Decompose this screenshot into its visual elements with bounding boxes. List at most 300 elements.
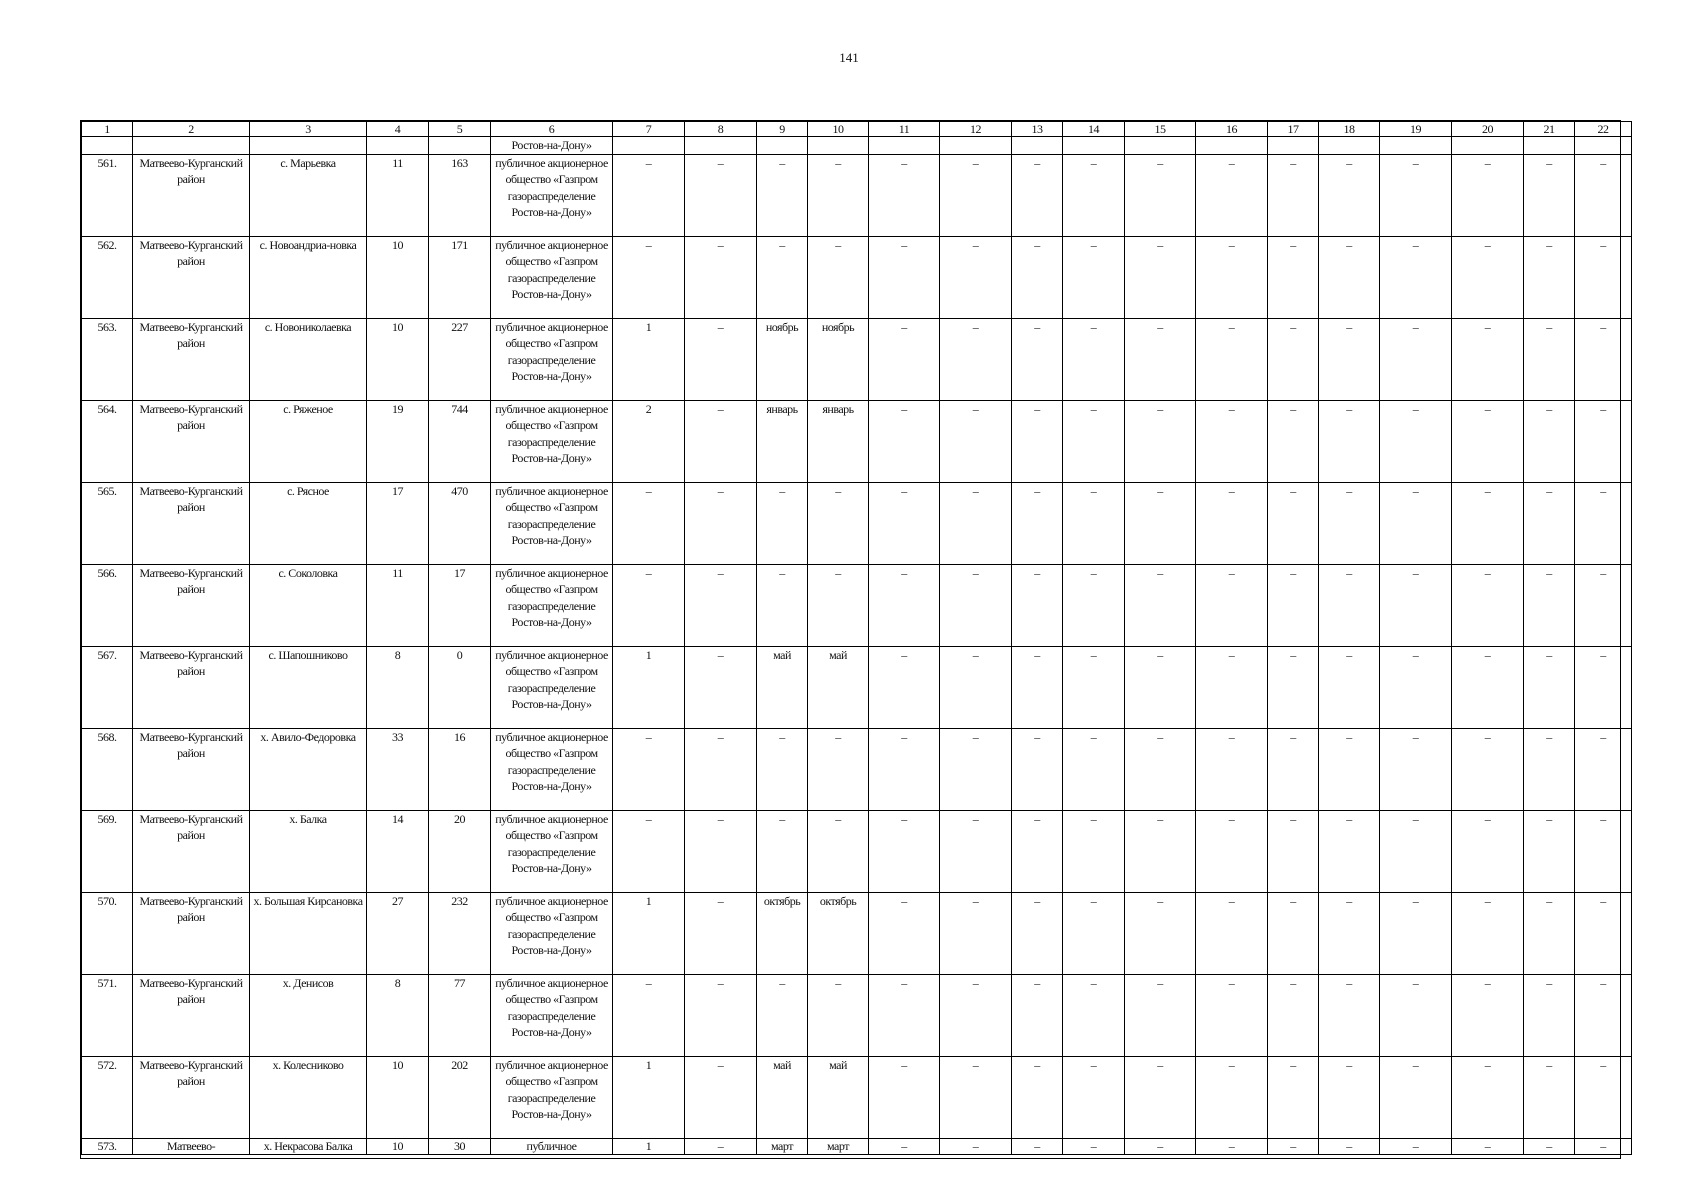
col-12-cell: – [940,729,1012,811]
settlement-cell: с. Ряженое [250,401,367,483]
col-14-cell: – [1063,811,1125,893]
col-14-cell: – [1063,237,1125,319]
col-9-cell: – [757,811,808,893]
col-10-cell: май [808,1057,869,1139]
col-13-cell: – [1012,401,1063,483]
settlement-cell: х. Большая Кирсановка [250,893,367,975]
col-17-cell: – [1268,237,1319,319]
empty-cell [250,137,367,155]
col-16-cell: – [1196,319,1268,401]
col-4-cell: 10 [367,319,429,401]
col-16-cell: – [1196,155,1268,237]
organization-cell: публичное акционерное общество «Газпром газораспределение Ростов-на-Дону» [491,483,613,565]
table-body [82,122,1632,1155]
col-13-cell: – [1012,155,1063,237]
col-16-cell: – [1196,1139,1268,1155]
col-8-cell: – [685,975,757,1057]
table-row [82,811,1632,893]
col-11-cell: – [869,1057,940,1139]
table-row [82,319,1632,401]
col-20-cell: – [1452,319,1524,401]
column-number: 20 [1452,122,1524,137]
organization-cell: публичное акционерное общество «Газпром газораспределение Ростов-на-Дону» [491,729,613,811]
col-9-cell: январь [757,401,808,483]
col-12-cell: – [940,1139,1012,1155]
col-7-cell: – [613,155,685,237]
col-13-cell: – [1012,975,1063,1057]
row-number: 568. [82,729,133,811]
col-12-cell: – [940,237,1012,319]
col-14-cell: – [1063,155,1125,237]
col-8-cell: – [685,811,757,893]
column-number: 21 [1524,122,1575,137]
column-number: 1 [82,122,133,137]
col-21-cell: – [1524,319,1575,401]
col-18-cell: – [1319,401,1380,483]
col-8-cell: – [685,483,757,565]
table-row [82,729,1632,811]
col-16-cell: – [1196,811,1268,893]
col-5-cell: 171 [429,237,491,319]
col-22-cell: – [1575,401,1632,483]
col-15-cell: – [1125,647,1196,729]
settlement-cell: с. Новоандриа-новка [250,237,367,319]
column-number: 8 [685,122,757,137]
col-20-cell: – [1452,1139,1524,1155]
col-4-cell: 8 [367,975,429,1057]
col-10-cell: ноябрь [808,319,869,401]
col-21-cell: – [1524,155,1575,237]
col-14-cell: – [1063,647,1125,729]
col-4-cell: 17 [367,483,429,565]
col-10-cell: – [808,729,869,811]
page-number: 141 [839,50,859,65]
col-7-cell: – [613,565,685,647]
col-11-cell: – [869,811,940,893]
col-19-cell: – [1380,893,1452,975]
col-17-cell: – [1268,1057,1319,1139]
col-14-cell: – [1063,893,1125,975]
organization-cell: публичное акционерное общество «Газпром газораспределение Ростов-на-Дону» [491,893,613,975]
col-22-cell: – [1575,565,1632,647]
empty-cell [1063,137,1125,155]
organization-cell: публичное акционерное общество «Газпром газораспределение Ростов-на-Дону» [491,1057,613,1139]
col-7-cell: – [613,975,685,1057]
col-16-cell: – [1196,483,1268,565]
col-15-cell: – [1125,565,1196,647]
col-16-cell: – [1196,893,1268,975]
table-row [82,893,1632,975]
col-7-cell: 1 [613,319,685,401]
col-22-cell: – [1575,729,1632,811]
data-table [81,121,1632,1155]
table-row [82,401,1632,483]
col-19-cell: – [1380,729,1452,811]
settlement-cell: с. Марьевка [250,155,367,237]
organization-cell: публичное акционерное общество «Газпром газораспределение Ростов-на-Дону» [491,237,613,319]
col-15-cell: – [1125,483,1196,565]
col-5-cell: 30 [429,1139,491,1155]
col-21-cell: – [1524,1057,1575,1139]
col-8-cell: – [685,893,757,975]
empty-cell [429,137,491,155]
col-22-cell: – [1575,237,1632,319]
settlement-cell: х. Колесниково [250,1057,367,1139]
col-18-cell: – [1319,237,1380,319]
col-14-cell: – [1063,1057,1125,1139]
col-12-cell: – [940,565,1012,647]
col-16-cell: – [1196,975,1268,1057]
col-16-cell: – [1196,1057,1268,1139]
row-number: 567. [82,647,133,729]
col-8-cell: – [685,319,757,401]
col-4-cell: 8 [367,647,429,729]
column-number: 9 [757,122,808,137]
col-11-cell: – [869,319,940,401]
table-row [82,975,1632,1057]
column-number: 19 [1380,122,1452,137]
col-22-cell: – [1575,811,1632,893]
col-13-cell: – [1012,729,1063,811]
col-18-cell: – [1319,1139,1380,1155]
settlement-cell: х. Балка [250,811,367,893]
col-4-cell: 14 [367,811,429,893]
col-16-cell: – [1196,237,1268,319]
col-10-cell: – [808,237,869,319]
col-5-cell: 232 [429,893,491,975]
row-number: 572. [82,1057,133,1139]
col-13-cell: – [1012,237,1063,319]
col-4-cell: 10 [367,1057,429,1139]
col-11-cell: – [869,237,940,319]
row-number: 570. [82,893,133,975]
col-4-cell: 27 [367,893,429,975]
col-10-cell: январь [808,401,869,483]
col-12-cell: – [940,1057,1012,1139]
col-16-cell: – [1196,729,1268,811]
col-17-cell: – [1268,893,1319,975]
col-11-cell: – [869,483,940,565]
col-17-cell: – [1268,647,1319,729]
organization-cell: публичное акционерное общество «Газпром газораспределение Ростов-на-Дону» [491,565,613,647]
col-13-cell: – [1012,647,1063,729]
col-19-cell: – [1380,1139,1452,1155]
col-19-cell: – [1380,811,1452,893]
col-9-cell: – [757,155,808,237]
row-number: 564. [82,401,133,483]
col-15-cell: – [1125,893,1196,975]
col-21-cell: – [1524,401,1575,483]
col-10-cell: – [808,483,869,565]
col-7-cell: – [613,237,685,319]
col-18-cell: – [1319,975,1380,1057]
col-7-cell: 1 [613,647,685,729]
col-10-cell: – [808,975,869,1057]
col-19-cell: – [1380,237,1452,319]
col-11-cell: – [869,729,940,811]
col-13-cell: – [1012,1057,1063,1139]
col-19-cell: – [1380,647,1452,729]
col-4-cell: 10 [367,237,429,319]
col-20-cell: – [1452,1057,1524,1139]
empty-cell [1380,137,1452,155]
organization-cell: публичное [491,1139,613,1155]
col-13-cell: – [1012,893,1063,975]
col-13-cell: – [1012,319,1063,401]
col-8-cell: – [685,1057,757,1139]
col-18-cell: – [1319,319,1380,401]
col-4-cell: 19 [367,401,429,483]
organization-cell: публичное акционерное общество «Газпром газораспределение Ростов-на-Дону» [491,647,613,729]
col-7-cell: 2 [613,401,685,483]
district-cell: Матвеево- [133,1139,250,1155]
row-number: 562. [82,237,133,319]
col-11-cell: – [869,975,940,1057]
col-8-cell: – [685,237,757,319]
col-20-cell: – [1452,975,1524,1057]
col-13-cell: – [1012,483,1063,565]
col-5-cell: 202 [429,1057,491,1139]
col-7-cell: – [613,811,685,893]
col-10-cell: октябрь [808,893,869,975]
settlement-cell: х. Некрасова Балка [250,1139,367,1155]
col-21-cell: – [1524,237,1575,319]
col-9-cell: март [757,1139,808,1155]
empty-cell [1524,137,1575,155]
col-18-cell: – [1319,155,1380,237]
col-22-cell: – [1575,1139,1632,1155]
col-9-cell: – [757,565,808,647]
col-14-cell: – [1063,565,1125,647]
col-14-cell: – [1063,975,1125,1057]
col-15-cell: – [1125,975,1196,1057]
column-number: 10 [808,122,869,137]
table-row [82,1057,1632,1139]
col-9-cell: – [757,729,808,811]
empty-cell [685,137,757,155]
col-18-cell: – [1319,1057,1380,1139]
empty-cell [1268,137,1319,155]
col-10-cell: март [808,1139,869,1155]
col-9-cell: октябрь [757,893,808,975]
district-cell: Матвеево-Курганский район [133,1057,250,1139]
col-22-cell: – [1575,893,1632,975]
col-15-cell: – [1125,237,1196,319]
empty-cell [1125,137,1196,155]
col-5-cell: 20 [429,811,491,893]
col-22-cell: – [1575,319,1632,401]
table-row [82,647,1632,729]
district-cell: Матвеево-Курганский район [133,975,250,1057]
row-number: 565. [82,483,133,565]
settlement-cell: с. Рясное [250,483,367,565]
col-8-cell: – [685,401,757,483]
col-12-cell: – [940,811,1012,893]
settlement-cell: с. Новониколаевка [250,319,367,401]
col-17-cell: – [1268,1139,1319,1155]
col-19-cell: – [1380,155,1452,237]
col-7-cell: 1 [613,1139,685,1155]
col-19-cell: – [1380,319,1452,401]
col-19-cell: – [1380,401,1452,483]
column-number: 7 [613,122,685,137]
district-cell: Матвеево-Курганский район [133,483,250,565]
table-row [82,565,1632,647]
col-9-cell: ноябрь [757,319,808,401]
col-19-cell: – [1380,565,1452,647]
col-21-cell: – [1524,729,1575,811]
col-12-cell: – [940,155,1012,237]
col-9-cell: – [757,483,808,565]
col-13-cell: – [1012,565,1063,647]
column-number: 17 [1268,122,1319,137]
col-4-cell: 10 [367,1139,429,1155]
column-number: 6 [491,122,613,137]
col-9-cell: – [757,237,808,319]
col-11-cell: – [869,401,940,483]
empty-cell [757,137,808,155]
col-13-cell: – [1012,1139,1063,1155]
col-7-cell: – [613,483,685,565]
district-cell: Матвеево-Курганский район [133,647,250,729]
col-12-cell: – [940,483,1012,565]
col-17-cell: – [1268,729,1319,811]
col-18-cell: – [1319,647,1380,729]
col-19-cell: – [1380,483,1452,565]
col-17-cell: – [1268,319,1319,401]
col-5-cell: 17 [429,565,491,647]
col-12-cell: – [940,893,1012,975]
col-8-cell: – [685,729,757,811]
col-5-cell: 227 [429,319,491,401]
col-12-cell: – [940,319,1012,401]
row-number: 563. [82,319,133,401]
col-8-cell: – [685,647,757,729]
table-row [82,155,1632,237]
organization-cell: публичное акционерное общество «Газпром газораспределение Ростов-на-Дону» [491,401,613,483]
col-5-cell: 163 [429,155,491,237]
district-cell: Матвеево-Курганский район [133,237,250,319]
row-number: 569. [82,811,133,893]
col-4-cell: 11 [367,565,429,647]
column-number: 16 [1196,122,1268,137]
col-18-cell: – [1319,565,1380,647]
col-15-cell: – [1125,155,1196,237]
col-22-cell: – [1575,483,1632,565]
empty-cell [808,137,869,155]
col-12-cell: – [940,647,1012,729]
col-22-cell: – [1575,647,1632,729]
table-row [82,1139,1632,1155]
col-20-cell: – [1452,483,1524,565]
col-22-cell: – [1575,1057,1632,1139]
column-number: 22 [1575,122,1632,137]
col-17-cell: – [1268,811,1319,893]
col-8-cell: – [685,565,757,647]
col-14-cell: – [1063,401,1125,483]
col-7-cell: 1 [613,1057,685,1139]
col-9-cell: – [757,975,808,1057]
column-number: 18 [1319,122,1380,137]
col-21-cell: – [1524,565,1575,647]
col-12-cell: – [940,975,1012,1057]
empty-cell [869,137,940,155]
col-16-cell: – [1196,401,1268,483]
col-21-cell: – [1524,893,1575,975]
col-21-cell: – [1524,811,1575,893]
row-number: 566. [82,565,133,647]
column-number: 13 [1012,122,1063,137]
column-number: 12 [940,122,1012,137]
district-cell: Матвеево-Курганский район [133,893,250,975]
col-8-cell: – [685,155,757,237]
settlement-cell: х. Денисов [250,975,367,1057]
empty-cell [1575,137,1632,155]
col-20-cell: – [1452,237,1524,319]
continuation-row [82,137,1632,155]
district-cell: Матвеево-Курганский район [133,155,250,237]
settlement-cell: х. Авило-Федоровка [250,729,367,811]
col-17-cell: – [1268,483,1319,565]
empty-cell [613,137,685,155]
col-15-cell: – [1125,811,1196,893]
col-20-cell: – [1452,811,1524,893]
district-cell: Матвеево-Курганский район [133,319,250,401]
empty-cell [940,137,1012,155]
row-number: 573. [82,1139,133,1155]
empty-cell [1319,137,1380,155]
col-12-cell: – [940,401,1012,483]
col-15-cell: – [1125,1057,1196,1139]
col-7-cell: – [613,729,685,811]
col-20-cell: – [1452,893,1524,975]
row-number: 561. [82,155,133,237]
column-number-row [82,122,1632,137]
col-17-cell: – [1268,565,1319,647]
col-11-cell: – [869,155,940,237]
col-15-cell: – [1125,401,1196,483]
district-cell: Матвеево-Курганский район [133,811,250,893]
col-11-cell: – [869,1139,940,1155]
col-15-cell: – [1125,729,1196,811]
col-16-cell: – [1196,565,1268,647]
settlement-cell: с. Шапошниково [250,647,367,729]
col-18-cell: – [1319,729,1380,811]
organization-cell: публичное акционерное общество «Газпром газораспределение Ростов-на-Дону» [491,811,613,893]
col-4-cell: 33 [367,729,429,811]
continuation-text: Ростов-на-Дону» [491,137,613,155]
column-number: 4 [367,122,429,137]
row-number: 571. [82,975,133,1057]
col-10-cell: – [808,811,869,893]
column-number: 5 [429,122,491,137]
col-11-cell: – [869,647,940,729]
col-14-cell: – [1063,483,1125,565]
col-4-cell: 11 [367,155,429,237]
column-number: 3 [250,122,367,137]
col-21-cell: – [1524,975,1575,1057]
col-11-cell: – [869,893,940,975]
col-11-cell: – [869,565,940,647]
col-18-cell: – [1319,893,1380,975]
empty-cell [1196,137,1268,155]
col-14-cell: – [1063,319,1125,401]
col-20-cell: – [1452,565,1524,647]
col-10-cell: май [808,647,869,729]
table-row [82,483,1632,565]
col-21-cell: – [1524,647,1575,729]
col-5-cell: 470 [429,483,491,565]
